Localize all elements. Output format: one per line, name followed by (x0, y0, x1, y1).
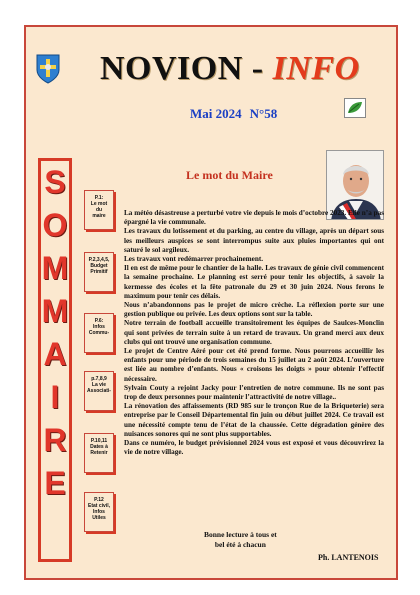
article-paragraph: Notre terrain de football accueille transitoirement les équipes de Saulces-Monclin qui sont privées de terrain suite à un retard de travaux. Un grand merci aux deux clubs qui ont trouvé une organisation commune. (124, 319, 384, 346)
masthead-title (100, 50, 360, 88)
closing-line-1: Bonne lecture à tous et (204, 530, 277, 539)
issue-number: N°58 (249, 106, 278, 121)
sommaire-item-line: Le mot (90, 201, 108, 207)
coat-of-arms-icon (36, 54, 60, 84)
issue-line (190, 106, 285, 122)
sommaire-item-line: Budget (90, 263, 108, 269)
article-paragraph: Dans ce numéro, le budget prévisionnel 2024 vous est exposé et vous découvrirez la vie de notre village. (124, 439, 384, 457)
sommaire-item-line: Retenir (90, 450, 108, 456)
sommaire-letter: R (43, 422, 67, 458)
sommaire-letter: A (43, 336, 67, 372)
article-paragraph: Sylvain Couty a rejoint Jacky pour l’entretien de notre commune. Ils ne sont pas trop de deux personnes pour maintenir l’attractivité de notre village.. (124, 383, 384, 402)
article-body (124, 209, 384, 457)
sommaire-item-line: Dates à (90, 444, 108, 450)
article-paragraph: Le projet de Centre Aéré pour cet été prend forme. Nous pourrons accueillir les enfants pour une période de trois semaines du 15 juillet au 2 août 2024. L’ouverture est liée au nombre d’enfants. Nous « croisons les doigts » pour obtenir l’effectif nécessaire. (124, 347, 384, 383)
issue-month: Mai 2024 (190, 106, 242, 121)
sommaire-item (84, 252, 114, 292)
sommaire-item-line: P.12 (94, 497, 104, 503)
sommaire-item-line: P.6: (94, 318, 104, 324)
sommaire-item-line: Infos (93, 324, 105, 330)
sommaire-item (84, 433, 114, 473)
sommaire-letter: S (44, 164, 66, 200)
masthead-info: INFO (272, 50, 360, 87)
sommaire-item-line: P.10,11 (90, 438, 108, 444)
sommaire-letter: E (44, 465, 66, 501)
article-title: Le mot du Maire (186, 168, 273, 182)
signature: Ph. LANTENOIS (318, 553, 379, 562)
article-paragraph: Nous n’abandonnons pas le projet de micro crèche. La réflexion porte sur une gestion publique ou privée. Les deux options sont sur la table. (124, 301, 384, 319)
sommaire-item-line: p.7,8,9 (91, 376, 107, 382)
sommaire-item-line: Infos (93, 509, 105, 515)
article-paragraph: Les travaux vont redémarrer prochainement. (124, 255, 264, 264)
sommaire-item-line: maire (92, 213, 106, 219)
sommaire-item (84, 313, 114, 353)
sommaire-item-line: P.2,3,4,5, (88, 257, 110, 263)
sommaire-item-line: P.1: (94, 195, 104, 201)
sommaire-letter: O (42, 207, 68, 243)
leaf-icon (344, 98, 366, 118)
sommaire-item (84, 492, 114, 532)
sommaire-banner (38, 158, 72, 562)
sommaire-item-line: La vie (91, 382, 107, 388)
sommaire-item-line: Associati- (87, 388, 111, 394)
sommaire-item (84, 190, 114, 230)
sommaire-letter: I (50, 379, 60, 415)
closing-line-2: bel été à chacun (214, 540, 266, 549)
sommaire-item-line: du (95, 207, 103, 213)
article-paragraph: La rénovation des affaissements (RD 985 sur le tronçon Rue de la Briqueterie) sera entreprise par le Conseil Départemental fin juin ou début juillet 2024. Ce travail est une nécessité compte tenu de l’état de la chaussée. Cette dégradation génère des nuisances sonores qui ne sont plus supportables. (124, 402, 384, 438)
sommaire-item (84, 371, 114, 411)
sommaire-item-line: Utiles (92, 515, 106, 521)
closing-text (204, 530, 277, 550)
sommaire-letter: M (41, 250, 69, 286)
sommaire-item-line: Commu- (88, 330, 110, 336)
article-paragraph: La météo désastreuse a perturbé votre vie depuis le mois d’octobre 2023. Elle n’a pas épargné la vie communale. (124, 209, 384, 227)
article-paragraph: Il en est de même pour le chantier de la halle. Les travaux de génie civil commencent la semaine prochaine. Le planning est serré pour tenir les objectifs, à savoir la kermesse des écoles et la fête patronale du 29 et 30 juin 2024. Nous ferons le maximum pour tenir ces délais. (124, 264, 384, 300)
masthead-novion: NOVION - (100, 50, 273, 87)
sommaire-item-line: Primitif (90, 269, 108, 275)
sommaire-letter: M (41, 293, 69, 329)
sommaire-item-line: Etat civil, (88, 503, 110, 509)
article-paragraph: Les travaux du lotissement et du parking, au centre du village, après un départ sous les meilleurs auspices se sont interrompus suite aux pluies importantes qui ont saturé le sol argileux. (124, 227, 384, 254)
